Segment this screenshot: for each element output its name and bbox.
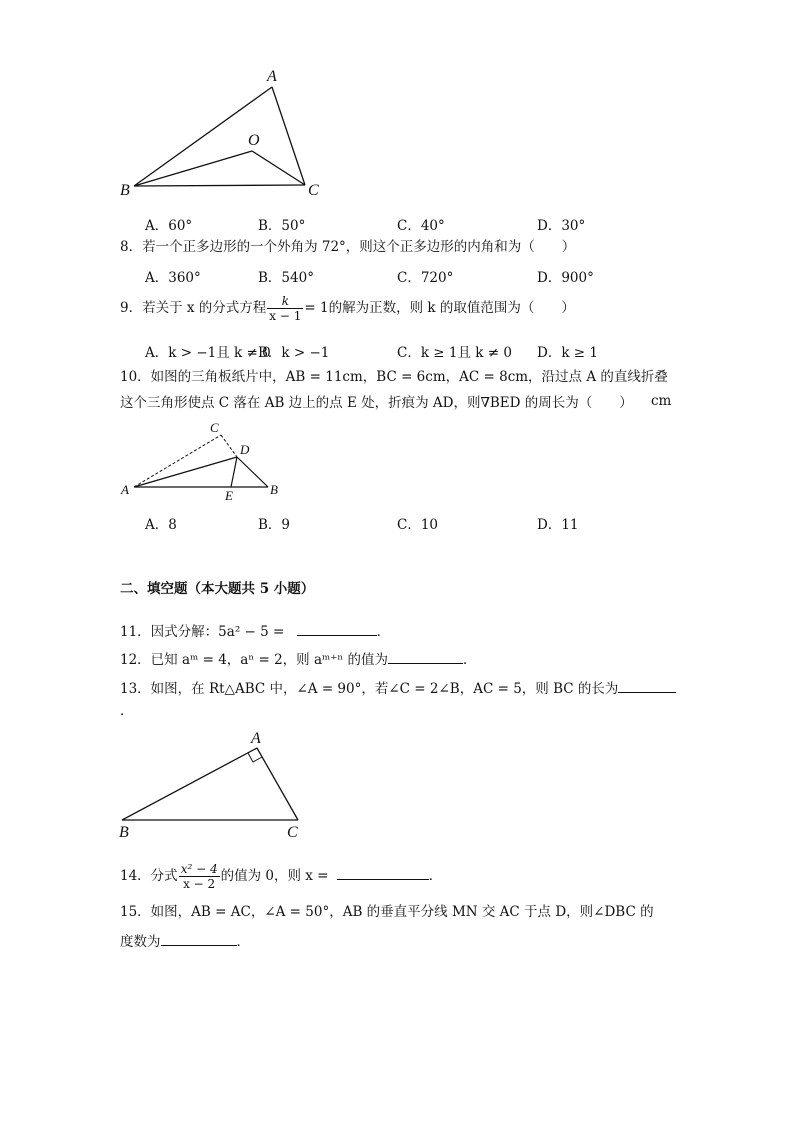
q14-fraction bbox=[179, 862, 220, 891]
section2-heading: 二、填空题（本大题共 5 小题） bbox=[120, 581, 315, 597]
q11-answer-blank[interactable] bbox=[297, 621, 377, 636]
q11-question bbox=[120, 621, 390, 641]
q11-text: 11．因式分解：5a² − 5 = bbox=[120, 624, 285, 640]
q13-question bbox=[120, 678, 676, 698]
q7-label-o: O bbox=[248, 132, 260, 149]
q12-answer-blank[interactable] bbox=[388, 649, 463, 664]
q10-fold-ad bbox=[134, 457, 237, 487]
q13-label-a: A bbox=[251, 730, 261, 747]
q8-option-d: D．900° bbox=[537, 270, 594, 286]
q13-side-ac bbox=[257, 748, 298, 820]
q9-option-b: B．k > −1 bbox=[258, 345, 330, 361]
q14-text-before: 14．分式 bbox=[120, 868, 178, 884]
q7-option-b: B．50° bbox=[258, 218, 306, 234]
q14-end: ． bbox=[428, 868, 443, 884]
q14-text-after: 的值为 0，则 x = bbox=[220, 868, 329, 884]
q15-question-line1: 15．如图，AB = AC，∠A = 50°，AB 的垂直平分线 MN 交 AC 于点 D，则∠DBC 的 bbox=[120, 904, 654, 920]
q10-unit: cm bbox=[651, 393, 672, 409]
q10-option-b: B．9 bbox=[258, 517, 291, 533]
q9-option-d: D．k ≥ 1 bbox=[537, 345, 598, 361]
q10-label-b: B bbox=[270, 482, 278, 497]
q9-text-after: = 1的解为正数，则 k 的取值范围为（ ） bbox=[304, 300, 575, 316]
q14-frac-denominator: x − 2 bbox=[183, 877, 216, 891]
q10-option-c: C．10 bbox=[397, 517, 439, 533]
q10-dashed-ac bbox=[134, 435, 221, 487]
q8-option-a: A．360° bbox=[145, 270, 201, 286]
q12-text: 12．已知 aᵐ = 4，aⁿ = 2，则 aᵐ⁺ⁿ 的值为 bbox=[120, 652, 389, 668]
q7-option-a: A．60° bbox=[145, 218, 193, 234]
q9-option-a: A．k > −1且 k ≠ 0 bbox=[145, 345, 271, 361]
q10-option-a: A．8 bbox=[145, 517, 177, 533]
q9-frac-numerator: k bbox=[267, 294, 303, 309]
q8-option-b: B．540° bbox=[258, 270, 314, 286]
q7-label-a: A bbox=[267, 68, 277, 85]
q10-label-c: C bbox=[210, 420, 219, 435]
q9-frac-denominator: x − 1 bbox=[269, 309, 302, 323]
q7-label-b: B bbox=[120, 182, 130, 199]
q7-label-c: C bbox=[308, 182, 319, 199]
q10-label-e: E bbox=[225, 488, 233, 503]
q10-label-d: D bbox=[240, 442, 250, 457]
q13-end: ． bbox=[120, 703, 134, 719]
q12-question bbox=[120, 649, 477, 669]
q15-end: ． bbox=[236, 934, 250, 950]
q12-end: ． bbox=[463, 652, 477, 668]
q9-option-c: C．k ≥ 1且 k ≠ 0 bbox=[397, 345, 512, 361]
q10-dashed-cd bbox=[221, 435, 237, 457]
q14-answer-blank[interactable] bbox=[337, 865, 429, 880]
q10-side-db bbox=[237, 457, 268, 487]
q13-answer-blank[interactable] bbox=[618, 678, 676, 693]
q9-question bbox=[120, 294, 575, 323]
q10-label-a: A bbox=[121, 482, 129, 497]
q8-option-c: C．720° bbox=[397, 270, 454, 286]
q9-text-before: 9．若关于 x 的分式方程 bbox=[120, 300, 267, 316]
q15-question-line2 bbox=[120, 931, 250, 951]
q7-side-bc bbox=[134, 185, 305, 186]
q7-segment-oc bbox=[252, 151, 305, 185]
q11-end: ． bbox=[376, 624, 391, 640]
q8-question-text: 8．若一个正多边形的一个外角为 72°，则这个正多边形的内角和为（ ） bbox=[120, 239, 576, 255]
q7-segment-bo bbox=[134, 151, 252, 186]
q13-side-ab bbox=[122, 748, 257, 820]
q10-option-d: D．11 bbox=[537, 517, 579, 533]
q13-label-b: B bbox=[119, 824, 129, 841]
q15-text: 度数为 bbox=[120, 934, 161, 950]
q7-side-ac bbox=[272, 87, 305, 185]
q7-option-c: C．40° bbox=[397, 218, 445, 234]
q10-question-line2: 这个三角形使点 C 落在 AB 边上的点 E 处，折痕为 AD，则∇BED 的周长为（ ） bbox=[120, 395, 633, 411]
q10-segment-de bbox=[231, 457, 237, 487]
q13-text: 13．如图，在 Rt△ABC 中，∠A = 90°，若∠C = 2∠B，AC = 5，则 BC 的长为 bbox=[120, 681, 619, 697]
q9-fraction bbox=[267, 294, 303, 323]
q14-frac-numerator: x² − 4 bbox=[180, 862, 218, 876]
q15-answer-blank[interactable] bbox=[161, 931, 237, 946]
q13-label-c: C bbox=[287, 824, 298, 841]
q14-question bbox=[120, 862, 442, 891]
q7-option-d: D．30° bbox=[537, 218, 586, 234]
q10-question-line1: 10．如图的三角板纸片中，AB = 11cm，BC = 6cm，AC = 8cm，沿过点 A 的直线折叠 bbox=[120, 369, 668, 385]
